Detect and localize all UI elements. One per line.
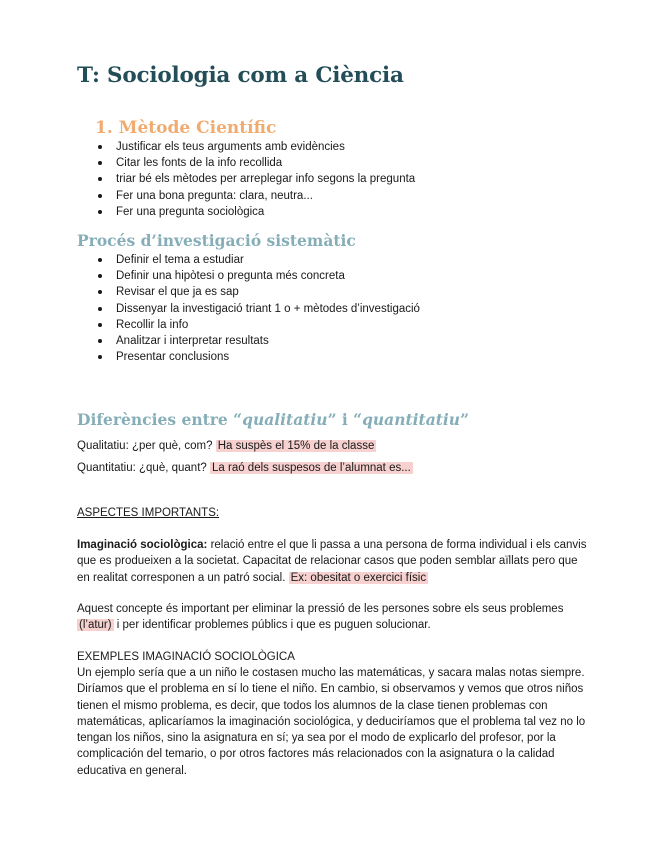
highlight: (l’atur) xyxy=(79,619,112,632)
list-item: Analitzar i interpretar resultats xyxy=(95,333,420,349)
text: relació entre el que li passa a una persona de forma individual i els canvis xyxy=(207,539,587,551)
scientific-method-list xyxy=(95,139,415,220)
heading-text: ” xyxy=(460,410,469,429)
quantitative-line xyxy=(77,460,413,476)
term: Imaginació sociològica: xyxy=(77,539,208,551)
text: que es produeixen a la societat. Capacitat de relacionar casos que poden semblar aïllats pero que xyxy=(77,555,578,568)
highlight: Ha suspès el 15% de la classe xyxy=(217,440,375,452)
list-item: triar bé els mètodes per arreplegar info segons la pregunta xyxy=(95,171,415,187)
highlight: La raó dels suspesos de l’alumnat es... xyxy=(212,462,411,474)
text: Diríamos que el problema en sí lo tiene el niño. En cambio, si observamos y vemos que otros niños xyxy=(77,683,584,696)
text: tienen el mismo problema, es decir, que todos los alumnos de la clase tienen problemas con xyxy=(77,699,548,712)
heading-text: Diferències entre “ xyxy=(77,410,243,429)
important-aspects-heading: ASPECTES IMPORTANTS: xyxy=(77,507,220,519)
text: Un ejemplo sería que a un niño le costasen mucho las matemáticas, y sacara malas notas siempre. xyxy=(77,667,585,679)
section-heading-scientific-method: 1. Mètode Científic xyxy=(95,118,277,138)
text: matemáticas, aplicaríamos la imaginación sociológica, y deduciríamos que el problema tal vez no lo xyxy=(77,715,586,728)
section-heading-qualitative-quantitative xyxy=(77,410,469,429)
section-heading-investigation-process: Procés d’investigació sistemàtic xyxy=(77,231,356,250)
list-item: Definir el tema a estudiar xyxy=(95,252,420,268)
examples-paragraph xyxy=(77,665,592,779)
qualitative-label: Qualitatiu: ¿per què, com? xyxy=(77,440,213,452)
investigation-process-list xyxy=(95,252,420,365)
highlight: Ex: obesitat o exercici físic xyxy=(290,571,427,584)
sociological-imagination-paragraph xyxy=(77,537,592,586)
text: en realitat corresponen a un patró social. xyxy=(77,571,286,584)
examples-heading: EXEMPLES IMAGINACIÓ SOCIOLÒGICA xyxy=(77,651,295,663)
qualitative-line xyxy=(77,438,376,454)
heading-emphasis: qualitatiu xyxy=(242,410,328,429)
list-item: Dissenyar la investigació triant 1 o + mètodes d’investigació xyxy=(95,301,420,317)
heading-text: ” i “ xyxy=(327,410,363,429)
concept-paragraph xyxy=(77,601,592,634)
list-item: Revisar el que ja es sap xyxy=(95,284,420,300)
list-item: Presentar conclusions xyxy=(95,349,420,365)
list-item: Definir una hipòtesi o pregunta més concreta xyxy=(95,268,420,284)
quantitative-label: Quantitatiu: ¿què, quant? xyxy=(77,462,207,474)
text: Aquest concepte és important per eliminar la pressió de les persones sobre els seus problemes xyxy=(77,603,564,615)
list-item: Fer una pregunta sociològica xyxy=(95,204,415,220)
list-item: Citar les fonts de la info recollida xyxy=(95,155,415,171)
text: educativa en general. xyxy=(77,764,187,777)
list-item: Fer una bona pregunta: clara, neutra... xyxy=(95,188,415,204)
page-title: T: Sociologia com a Ciència xyxy=(77,63,404,88)
heading-emphasis: quantitatiu xyxy=(362,410,461,429)
text: tengan los niños, sino la asignatura en sí; ya sea por el modo de explicarlo del profesor, por la xyxy=(77,732,556,745)
text: i per identificar problemes públics i que es puguen solucionar. xyxy=(113,619,431,632)
list-item: Justificar els teus arguments amb evidències xyxy=(95,139,415,155)
list-item: Recollir la info xyxy=(95,317,420,333)
text: complicación del temario, o por otros factores más relacionados con la asignatura o la calidad xyxy=(77,748,555,761)
